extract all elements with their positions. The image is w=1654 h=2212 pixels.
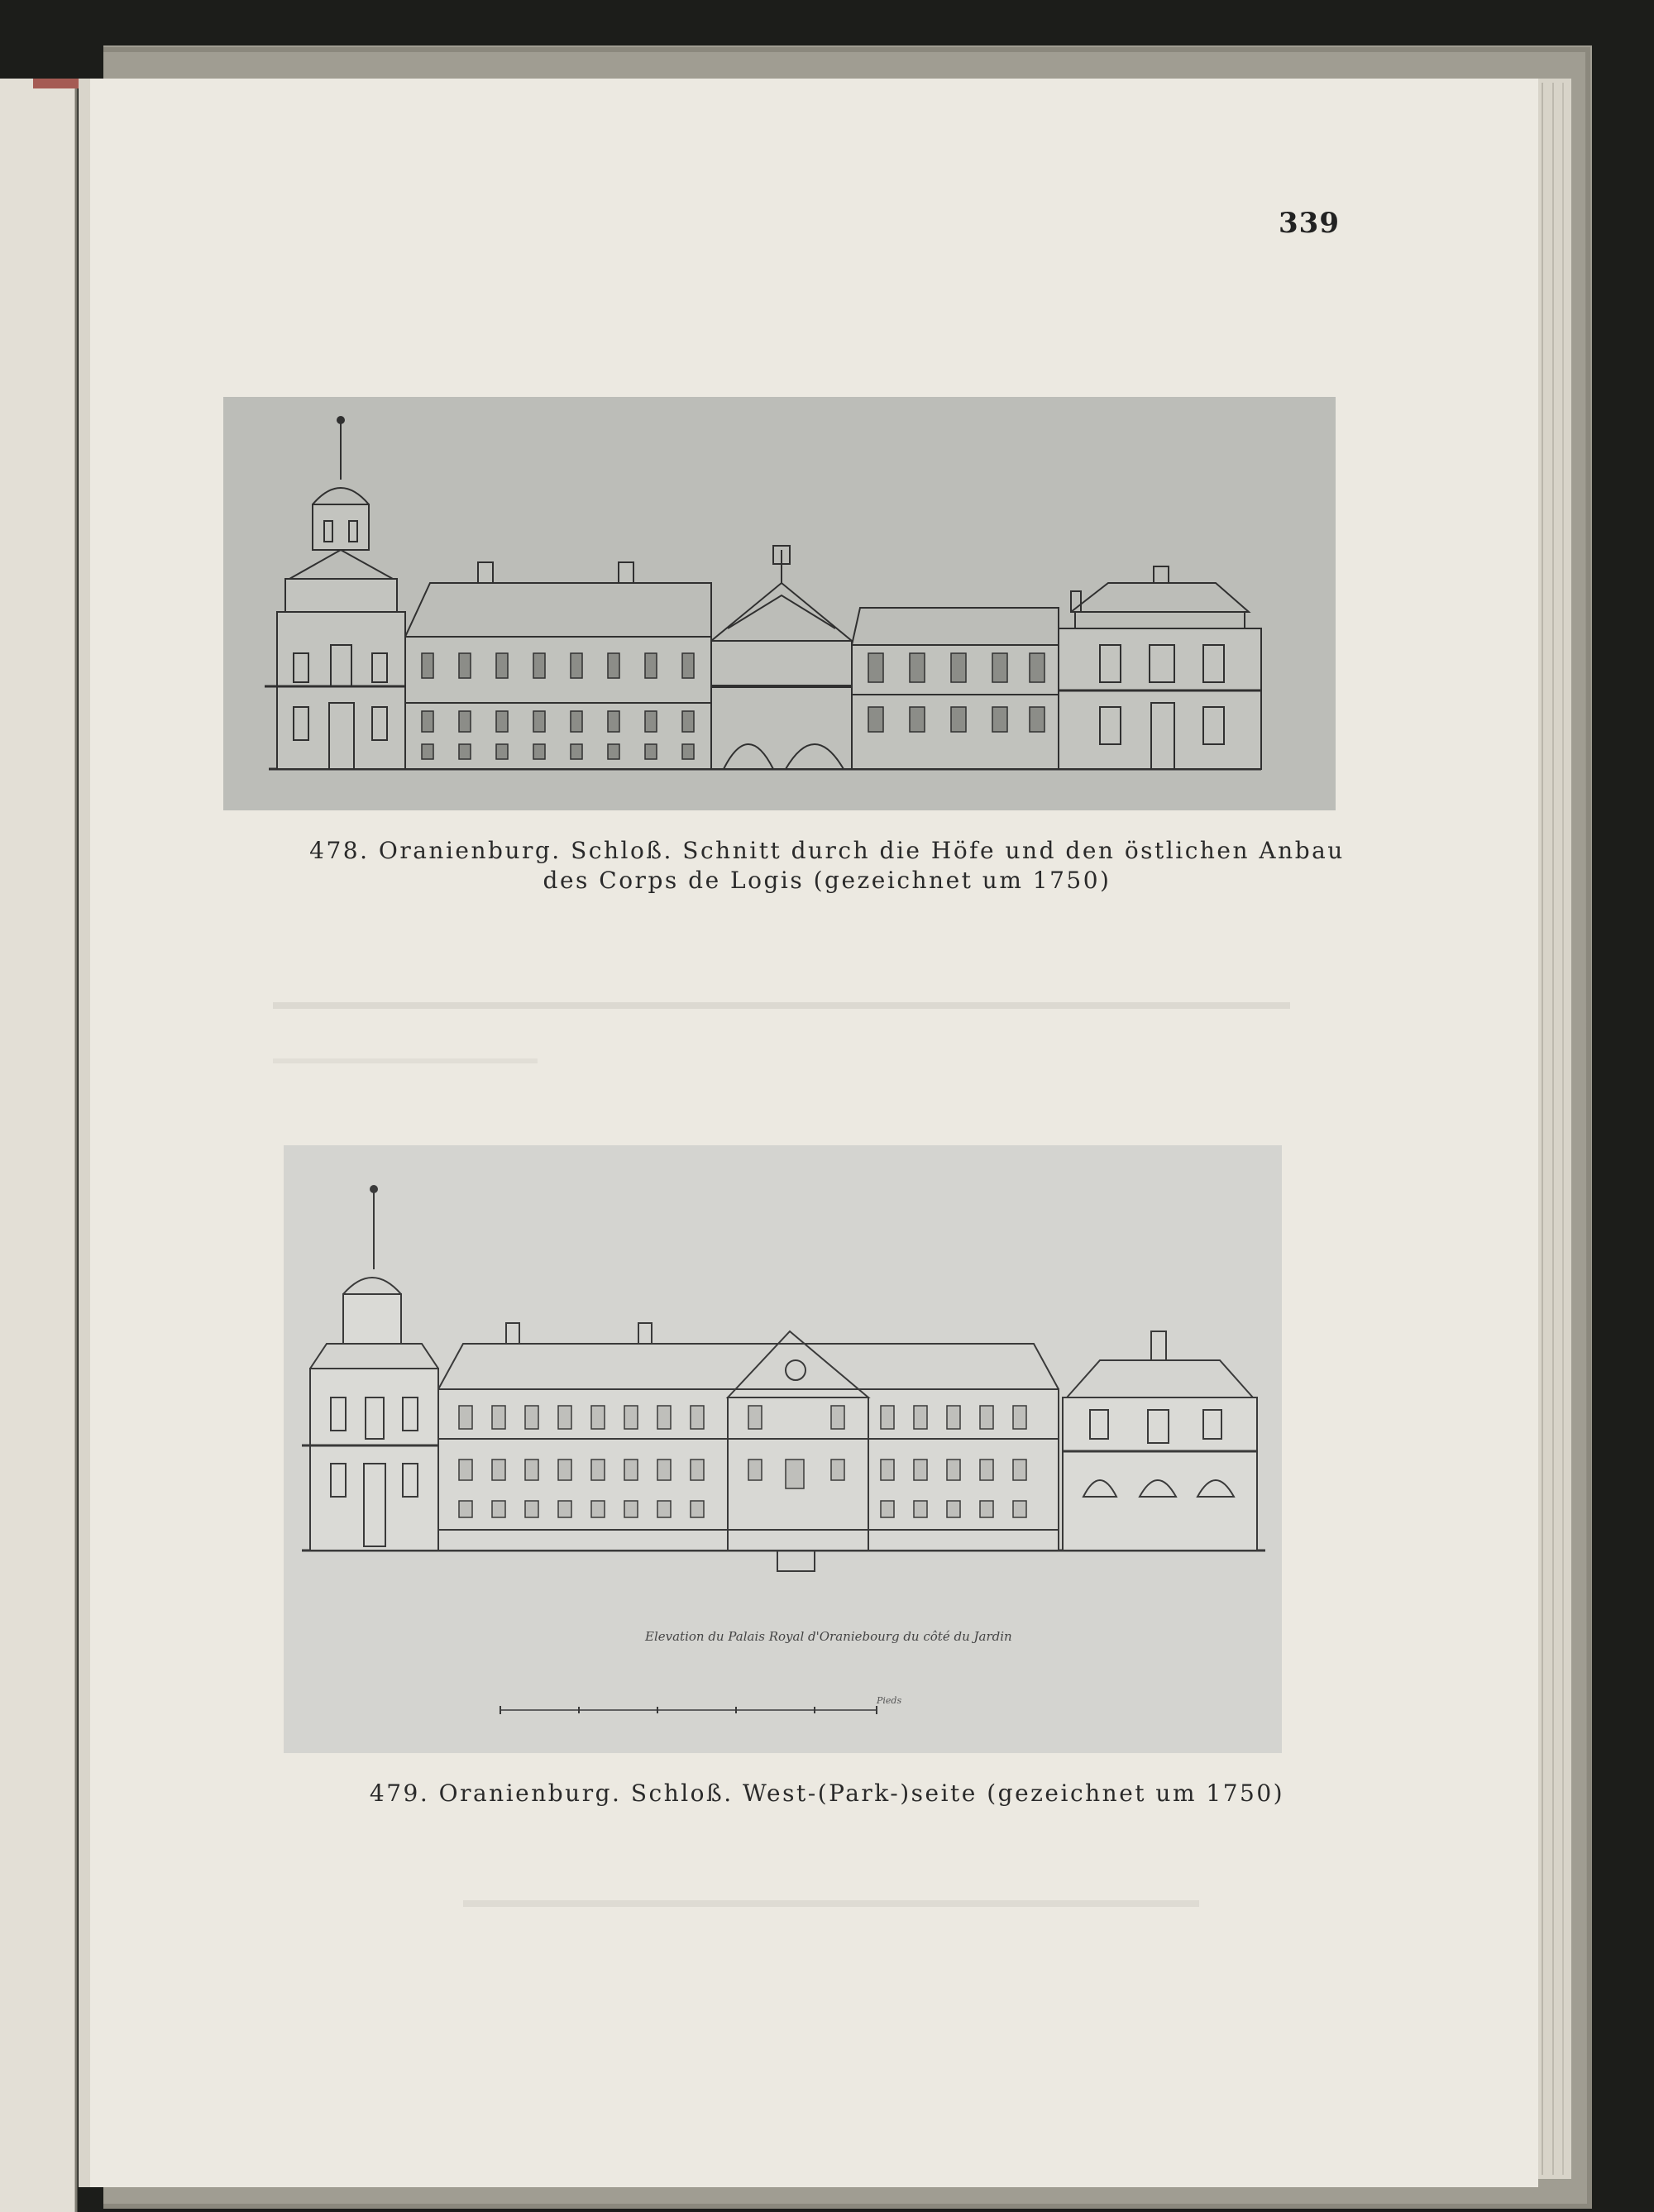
figure-479-plate [284,1145,1282,1753]
figure-479-scale-label: Pieds [877,1695,902,1706]
show-through [273,1002,1290,1009]
left-page-edge [0,79,76,2212]
page [79,79,1538,2187]
page-number: 339 [1279,207,1340,240]
figure-478-caption-line2: des Corps de Logis (gezeichnet um 1750) [543,867,1111,894]
figure-479-caption: 479. Oranienburg. Schloß. West-(Park-)seite (gezeichnet um 1750) [369,1780,1285,1807]
figure-478-caption-line1: 478. Oranienburg. Schloß. Schnitt durch die Höfe und den östlichen Anbau [309,837,1345,864]
figure-478-plate [223,397,1336,810]
figure-479-manuscript-title: Elevation du Palais Royal d'Oraniebourg du côté du Jardin [645,1629,1012,1644]
